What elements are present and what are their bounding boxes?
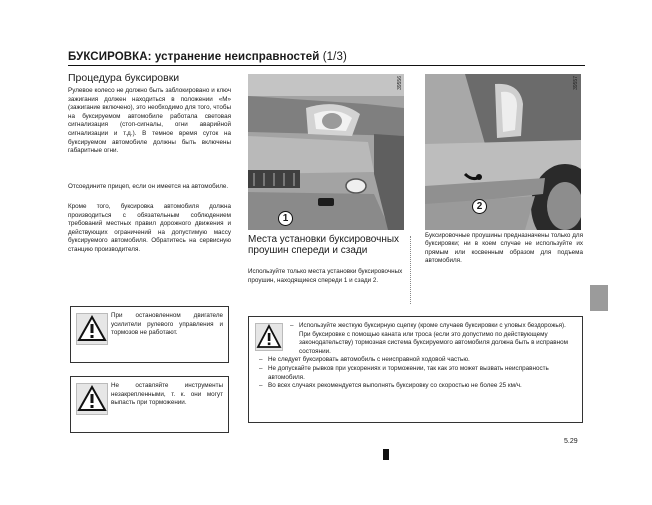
- photo-caption: Места установки буксировочных проушин спереди и сзади: [248, 234, 400, 256]
- page-number: 5.29: [564, 438, 578, 445]
- warning-tools-text: Не оставляйте инструменты незакрепленными, т. к. они могут выпасть при торможении.: [111, 382, 223, 407]
- front-photo-code: 39556: [397, 76, 403, 90]
- front-tow-point-photo: [248, 74, 404, 230]
- paragraph-steering: Рулевое колесо не должно быть заблокировано и ключ зажигания должен находиться в положении «M» (зажигание включено), это необходимо для того, чтобы на буксируемом автомобиле работала световая сигнализация (стоп-сигналы, огни аварийной сигнализации и т.д.). В темное время суток на буксируемом автомобиле должны быть включены габаритные огни.: [68, 87, 231, 155]
- list-item: – Не допускайте рывков при ускорениях и торможении, так как это может вызвать неисправность автомобиля.: [259, 365, 577, 382]
- tow-points-text: Используйте только места установки буксировочных проушин, находящиеся спереди 1 и сзади 2.: [248, 268, 403, 284]
- towing-warning-box: [248, 316, 583, 423]
- title-part: (1/3): [322, 51, 347, 63]
- warning-engine-text: При остановленном двигателе усилители рулевого управления и тормозов не работают.: [111, 312, 223, 337]
- section-subheading: Процедура буксировки: [68, 72, 180, 84]
- marker-2-callout: 2: [472, 199, 487, 214]
- marker-1-callout: 1: [278, 211, 293, 226]
- warning-engine: [70, 306, 229, 363]
- page-edge-mark: [383, 449, 389, 460]
- title-text: БУКСИРОВКА: устранение неисправностей: [68, 51, 320, 63]
- rear-tow-point-photo: [425, 74, 581, 230]
- paragraph-trailer: Отсоедините прицеп, если он имеется на автомобиле.: [68, 183, 229, 190]
- tow-eyes-note: Буксировочные проушины предназначены только для буксировки; ни в коем случае не используйте их прямым или косвенным образом для подъема автомобиля.: [425, 232, 583, 265]
- list-item: – Во всех случаях рекомендуется выполнять буксировку со скоростью не более 25 км/ч.: [259, 382, 577, 391]
- warning-tools: [70, 376, 229, 433]
- list-item: – Используйте жесткую буксирную сцепку (кроме случаев буксировки с уловых бездорожья). При буксировке с помощью каната или троса (если это допустимо по действующему законодательству) тормозная система буксируемого автомобиля должна быть в исправном состоянии.: [259, 322, 577, 356]
- list-item: – Не следует буксировать автомобиль с неисправной ходовой частью.: [259, 356, 577, 365]
- rear-photo-code: 39557: [573, 76, 579, 90]
- title-rule: [68, 65, 585, 66]
- chapter-tab: [590, 285, 608, 311]
- paragraph-rules: Кроме того, буксировка автомобиля должна производиться с обязательным соблюдением требований местных правил дорожного движения и действующих ограничений на допустимую массу буксируемого автомобиля. Обратитесь на сервисную станцию производителя.: [68, 203, 231, 253]
- warning-box-icon: [76, 383, 108, 415]
- page-title: [68, 51, 347, 63]
- warning-list: [259, 322, 577, 391]
- warning-box-icon: [76, 313, 108, 345]
- column-separator: [410, 236, 411, 304]
